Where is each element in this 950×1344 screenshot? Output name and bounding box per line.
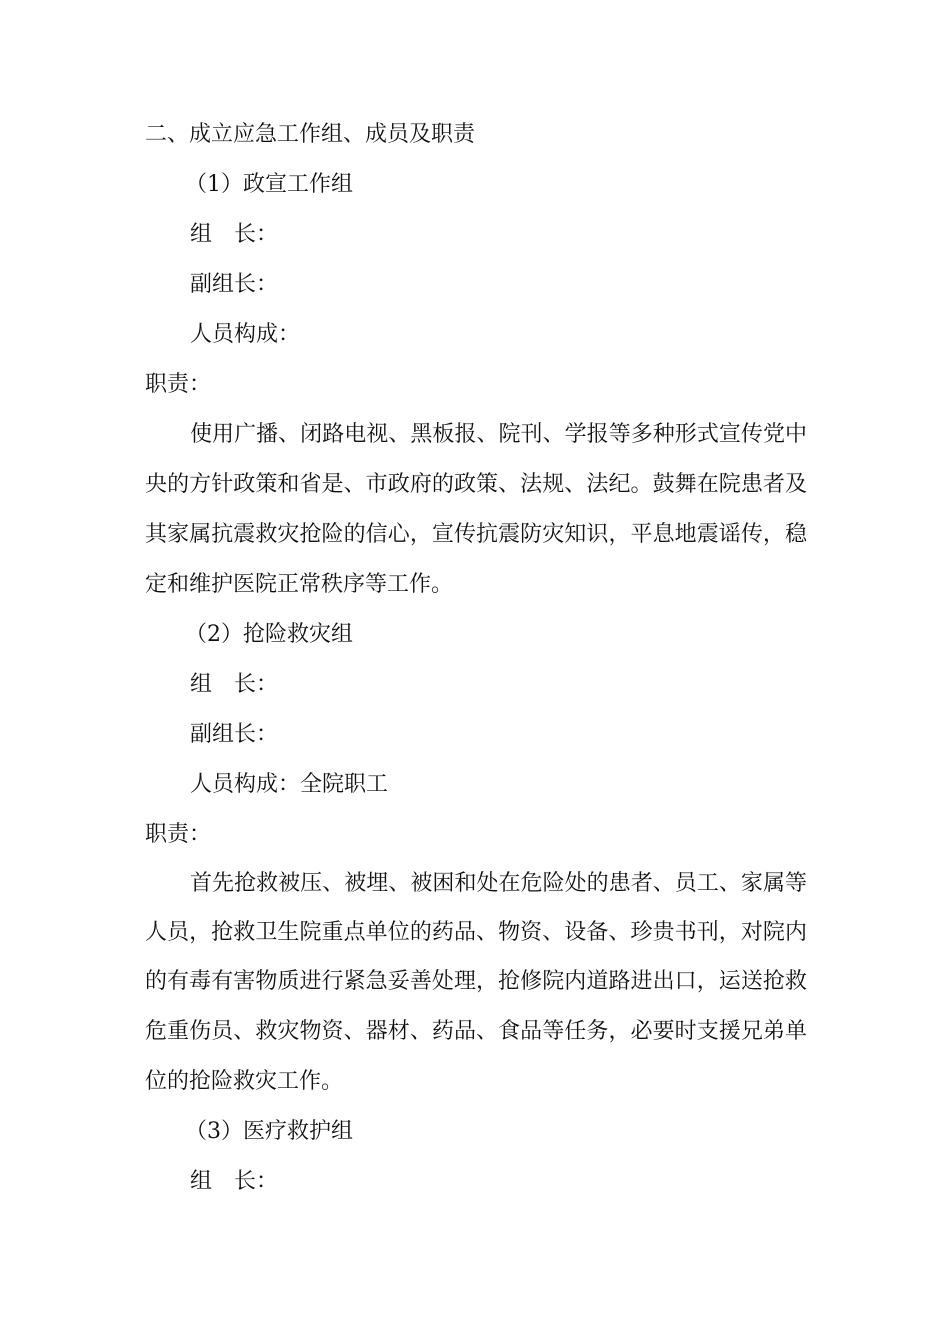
group-2-duty-line: 位的抢险救灾工作。 [145, 1069, 344, 1094]
group-heading-1: （1）政宣工作组 [185, 172, 353, 197]
group-1-members: 人员构成： [190, 322, 301, 347]
section-title: 二、成立应急工作组、成员及职责 [145, 122, 476, 147]
group-1-duty-line: 使用广播、闭路电视、黑板报、院刊、学报等多种形式宣传党中 [190, 422, 807, 447]
group-2-members: 人员构成：全院职工 [190, 772, 389, 797]
group-1-duty-label: 职责： [145, 372, 212, 397]
group-1-duty-line: 其家属抗震救灾抢险的信心，宣传抗震防灾知识，平息地震谣传，稳 [145, 522, 807, 547]
group-1-duty-line: 定和维护医院正常秩序等工作。 [145, 572, 454, 597]
group-2-duty-line: 危重伤员、救灾物资、器材、药品、食品等任务，必要时支援兄弟单 [145, 1019, 807, 1044]
group-2-deputy: 副组长： [190, 722, 279, 747]
group-2-leader: 组 长： [190, 672, 279, 697]
group-2-duty-line: 人员，抢救卫生院重点单位的药品、物资、设备、珍贵书刊，对院内 [145, 920, 807, 945]
group-2-duty-line: 首先抢救被压、被埋、被困和处在危险处的患者、员工、家属等 [190, 871, 807, 896]
group-3-leader: 组 长： [190, 1169, 279, 1194]
group-1-duty-line: 央的方针政策和省是、市政府的政策、法规、法纪。鼓舞在院患者及 [145, 472, 807, 497]
group-2-duty-label: 职责： [145, 822, 212, 847]
group-1-deputy: 副组长： [190, 272, 279, 297]
group-heading-3: （3）医疗救护组 [185, 1119, 353, 1144]
group-heading-2: （2）抢险救灾组 [185, 622, 353, 647]
group-2-duty-line: 的有毒有害物质进行紧急妥善处理，抢修院内道路进出口，运送抢救 [145, 969, 807, 994]
group-1-leader: 组 长： [190, 222, 279, 247]
